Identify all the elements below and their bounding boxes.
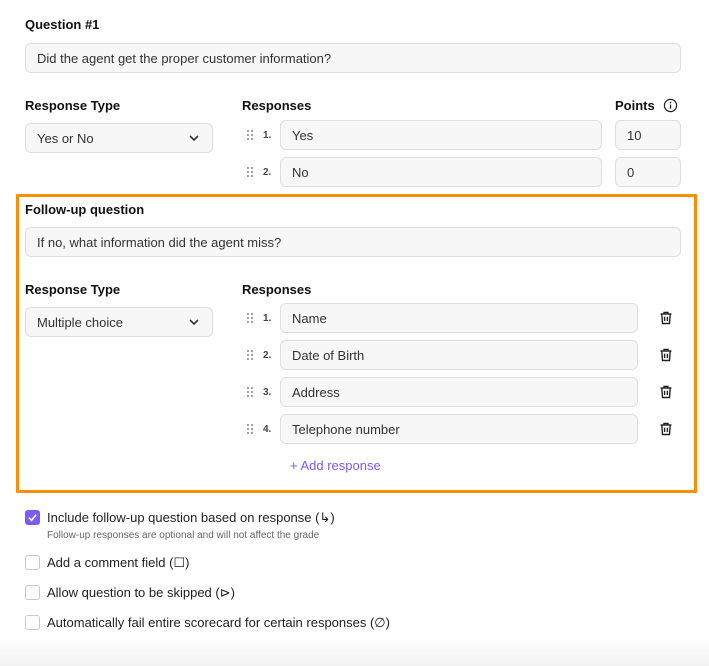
drag-handle-icon[interactable] xyxy=(246,312,254,324)
info-icon[interactable] xyxy=(663,98,678,113)
add-response-link[interactable]: + Add response xyxy=(290,458,381,473)
chevron-down-icon xyxy=(188,132,200,144)
followup-response-type-select[interactable] xyxy=(25,307,213,337)
question-title: Question #1 xyxy=(25,17,100,32)
question-text-input[interactable]: Did the agent get the proper customer information? xyxy=(25,43,681,73)
points-label: Points xyxy=(615,98,655,113)
followup-text-input[interactable]: If no, what information did the agent miss? xyxy=(25,227,681,257)
response-number: 2. xyxy=(263,167,272,178)
followup-responses-label: Responses xyxy=(242,282,312,297)
checkmark-icon xyxy=(27,512,38,523)
response-number: 2. xyxy=(263,350,272,361)
auto-fail-label: Automatically fail entire scorecard for certain responses (∅) xyxy=(47,615,390,630)
drag-handle-icon[interactable] xyxy=(246,386,254,398)
drag-handle-icon[interactable] xyxy=(246,349,254,361)
allow-skip-checkbox[interactable] xyxy=(25,585,40,600)
chevron-down-icon xyxy=(188,316,200,328)
response-type-select[interactable] xyxy=(25,123,213,153)
followup-response-input-telephone[interactable]: Telephone number xyxy=(280,414,638,444)
auto-fail-checkbox[interactable] xyxy=(25,615,40,630)
bottom-fade xyxy=(0,636,709,666)
points-input-yes[interactable]: 10 xyxy=(615,120,681,150)
include-followup-label: Include follow-up question based on response (↳) xyxy=(47,510,335,525)
include-followup-subtext: Follow-up responses are optional and will not affect the grade xyxy=(47,530,320,541)
comment-field-label: Add a comment field (☐) xyxy=(47,555,190,570)
response-input-yes[interactable]: Yes xyxy=(280,120,602,150)
trash-icon[interactable] xyxy=(658,421,674,437)
drag-handle-icon[interactable] xyxy=(246,129,254,141)
followup-response-type-label: Response Type xyxy=(25,282,121,297)
include-followup-checkbox[interactable] xyxy=(25,510,40,525)
followup-title: Follow-up question xyxy=(25,202,145,217)
response-number: 1. xyxy=(263,130,272,141)
allow-skip-label: Allow question to be skipped (⊳) xyxy=(47,585,235,600)
response-input-no[interactable]: No xyxy=(280,157,602,187)
responses-label: Responses xyxy=(242,98,312,113)
response-number: 4. xyxy=(263,424,272,435)
followup-response-input-address[interactable]: Address xyxy=(280,377,638,407)
response-type-label: Response Type xyxy=(25,98,121,113)
followup-response-input-name[interactable]: Name xyxy=(280,303,638,333)
points-input-no[interactable]: 0 xyxy=(615,157,681,187)
trash-icon[interactable] xyxy=(658,347,674,363)
trash-icon[interactable] xyxy=(658,384,674,400)
drag-handle-icon[interactable] xyxy=(246,166,254,178)
followup-response-type-value: Multiple choice xyxy=(37,314,123,330)
comment-field-checkbox[interactable] xyxy=(25,555,40,570)
response-type-value: Yes or No xyxy=(37,130,94,146)
followup-response-input-dob[interactable]: Date of Birth xyxy=(280,340,638,370)
response-number: 1. xyxy=(263,313,272,324)
response-number: 3. xyxy=(263,387,272,398)
drag-handle-icon[interactable] xyxy=(246,423,254,435)
trash-icon[interactable] xyxy=(658,310,674,326)
